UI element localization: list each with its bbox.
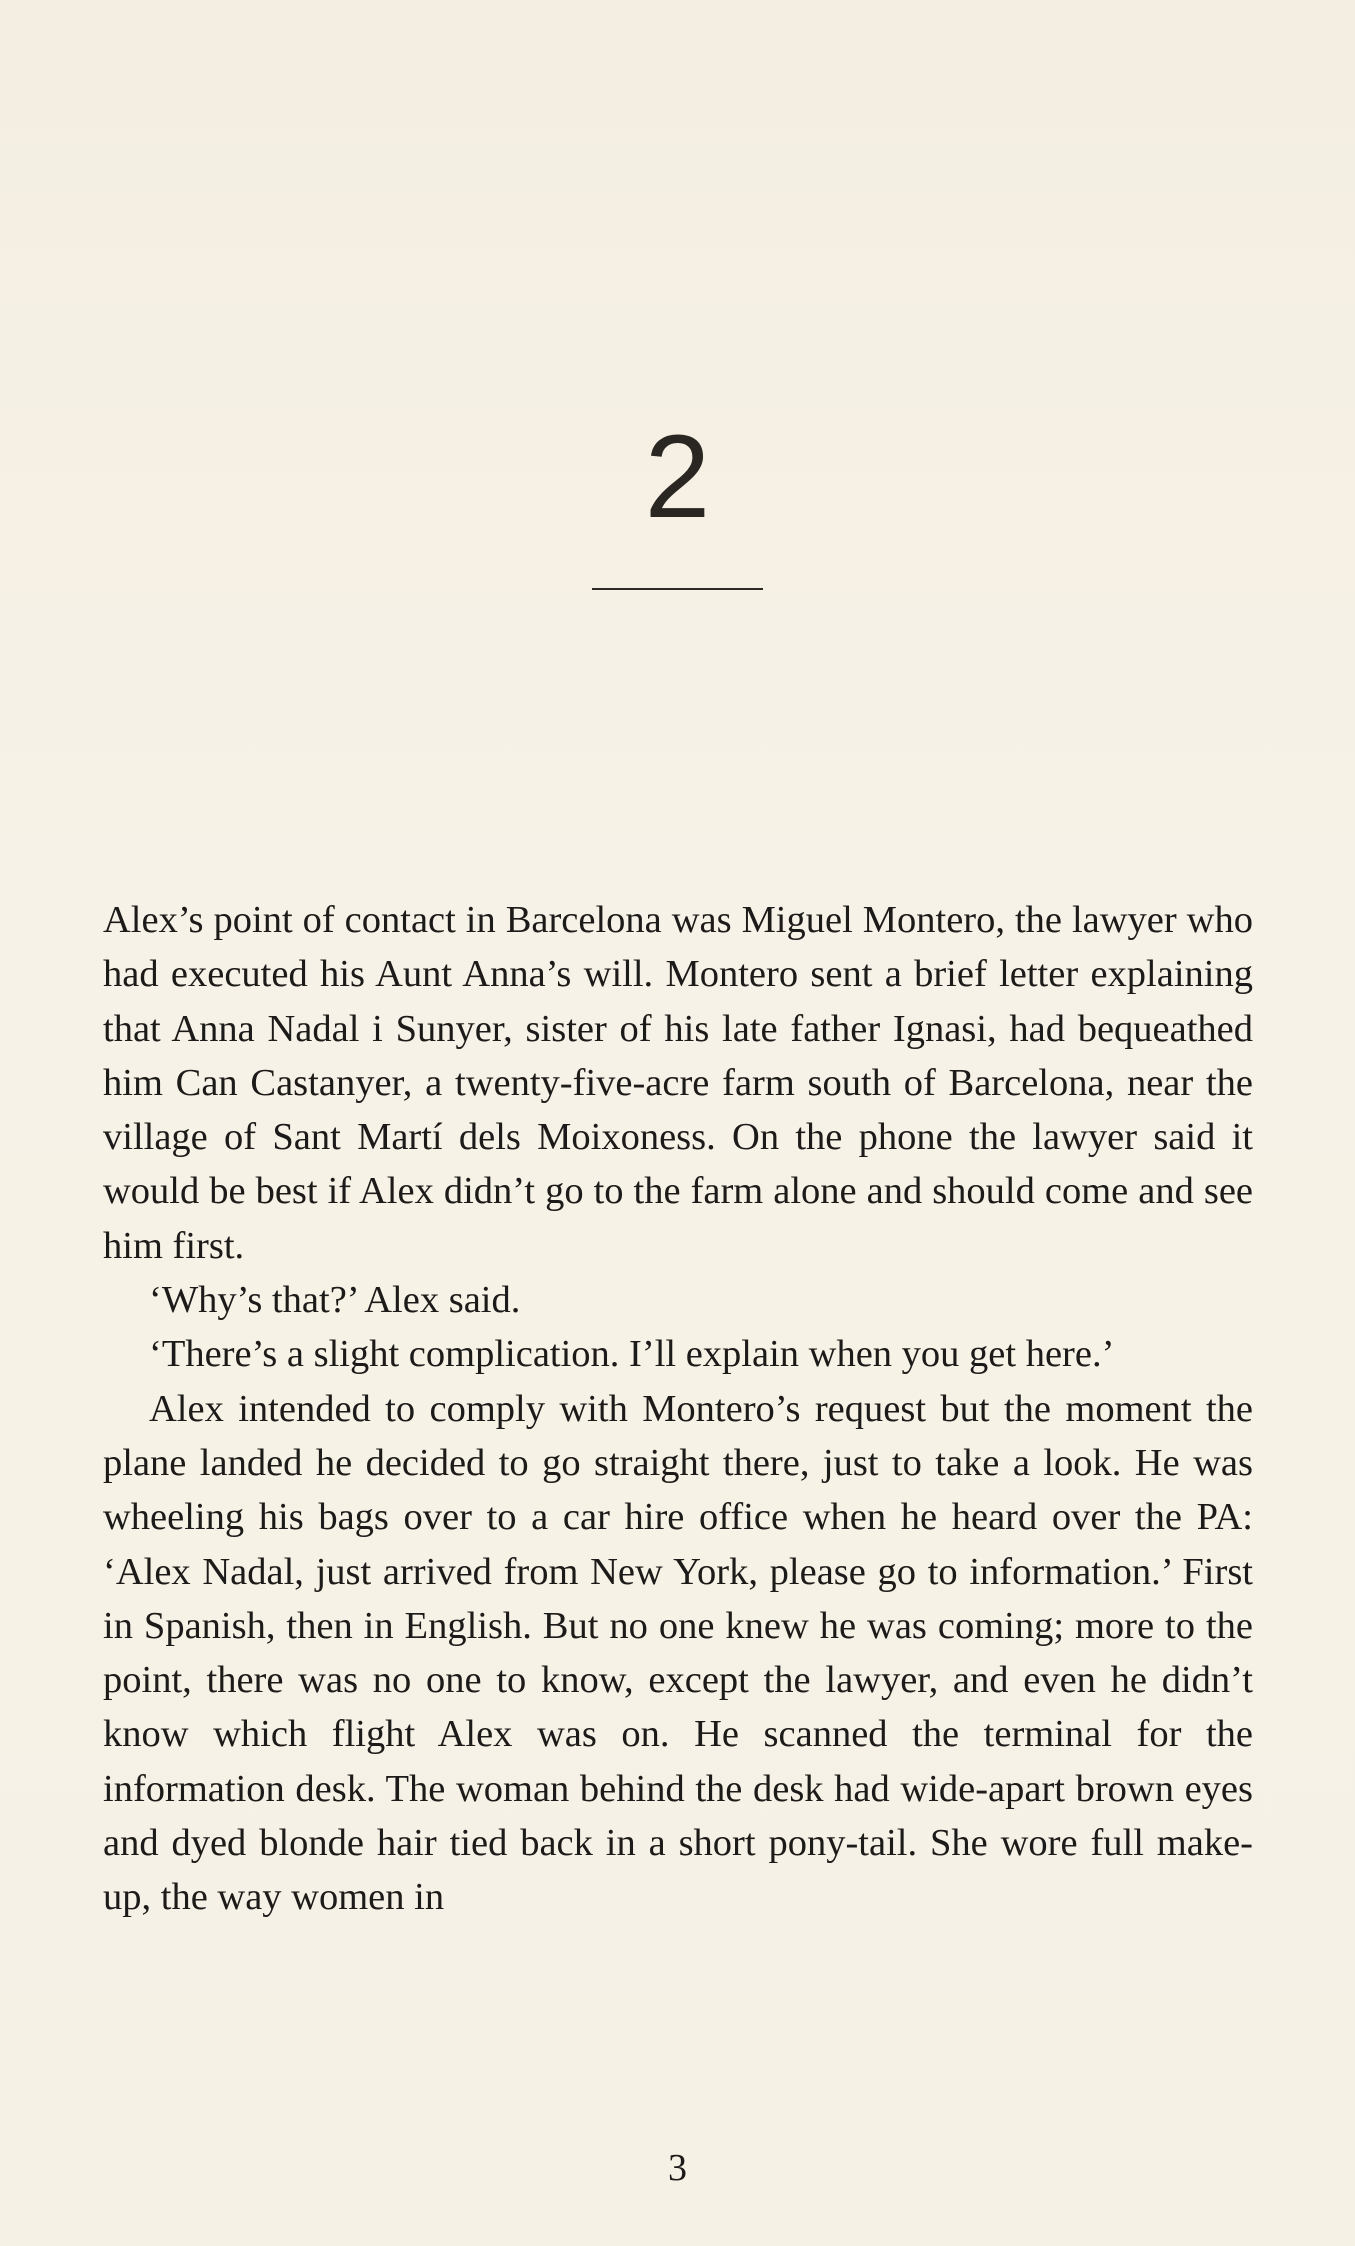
paragraph-dialogue-answer: ‘There’s a slight complication. I’ll explain when you get here.’ (149, 1333, 1115, 1376)
chapter-body (103, 893, 1253, 1925)
chapter-divider-rule (592, 588, 763, 590)
paragraph-opening: Alex’s point of contact in Barcelona was Miguel Montero, the lawyer who had executed his Aunt Anna’s will. Montero sent a brief letter explaining that Anna Nadal i Sunyer, sister of his late father Ignasi, had bequeathed him Can Castanyer, a twenty-five-acre farm south of Barcelona, near the village of Sant Martí dels Moixoness. On the phone the lawyer said it would be best if Alex didn’t go to the farm alone and should come and see him first. (103, 899, 1253, 1267)
paragraph-dialogue-question: ‘Why’s that?’ Alex said. (149, 1279, 521, 1322)
chapter-number: 2 (644, 411, 711, 543)
paragraph-arrival: Alex intended to comply with Montero’s request but the moment the plane landed he decided to go straight there, just to take a look. He was wheeling his bags over to a car hire office when he heard over the PA: ‘Alex Nadal, just arrived from New York, please go to information.’ First in Spanish, then in English. But no one knew he was coming; more to the point, there was no one to know, except the lawyer, and even he didn’t know which flight Alex was on. He scanned the terminal for the information desk. The woman behind the desk had wide-apart brown eyes and dyed blonde hair tied back in a short pony-tail. She wore full make-up, the way women in (103, 1387, 1253, 1919)
page-number: 3 (668, 2147, 687, 2189)
